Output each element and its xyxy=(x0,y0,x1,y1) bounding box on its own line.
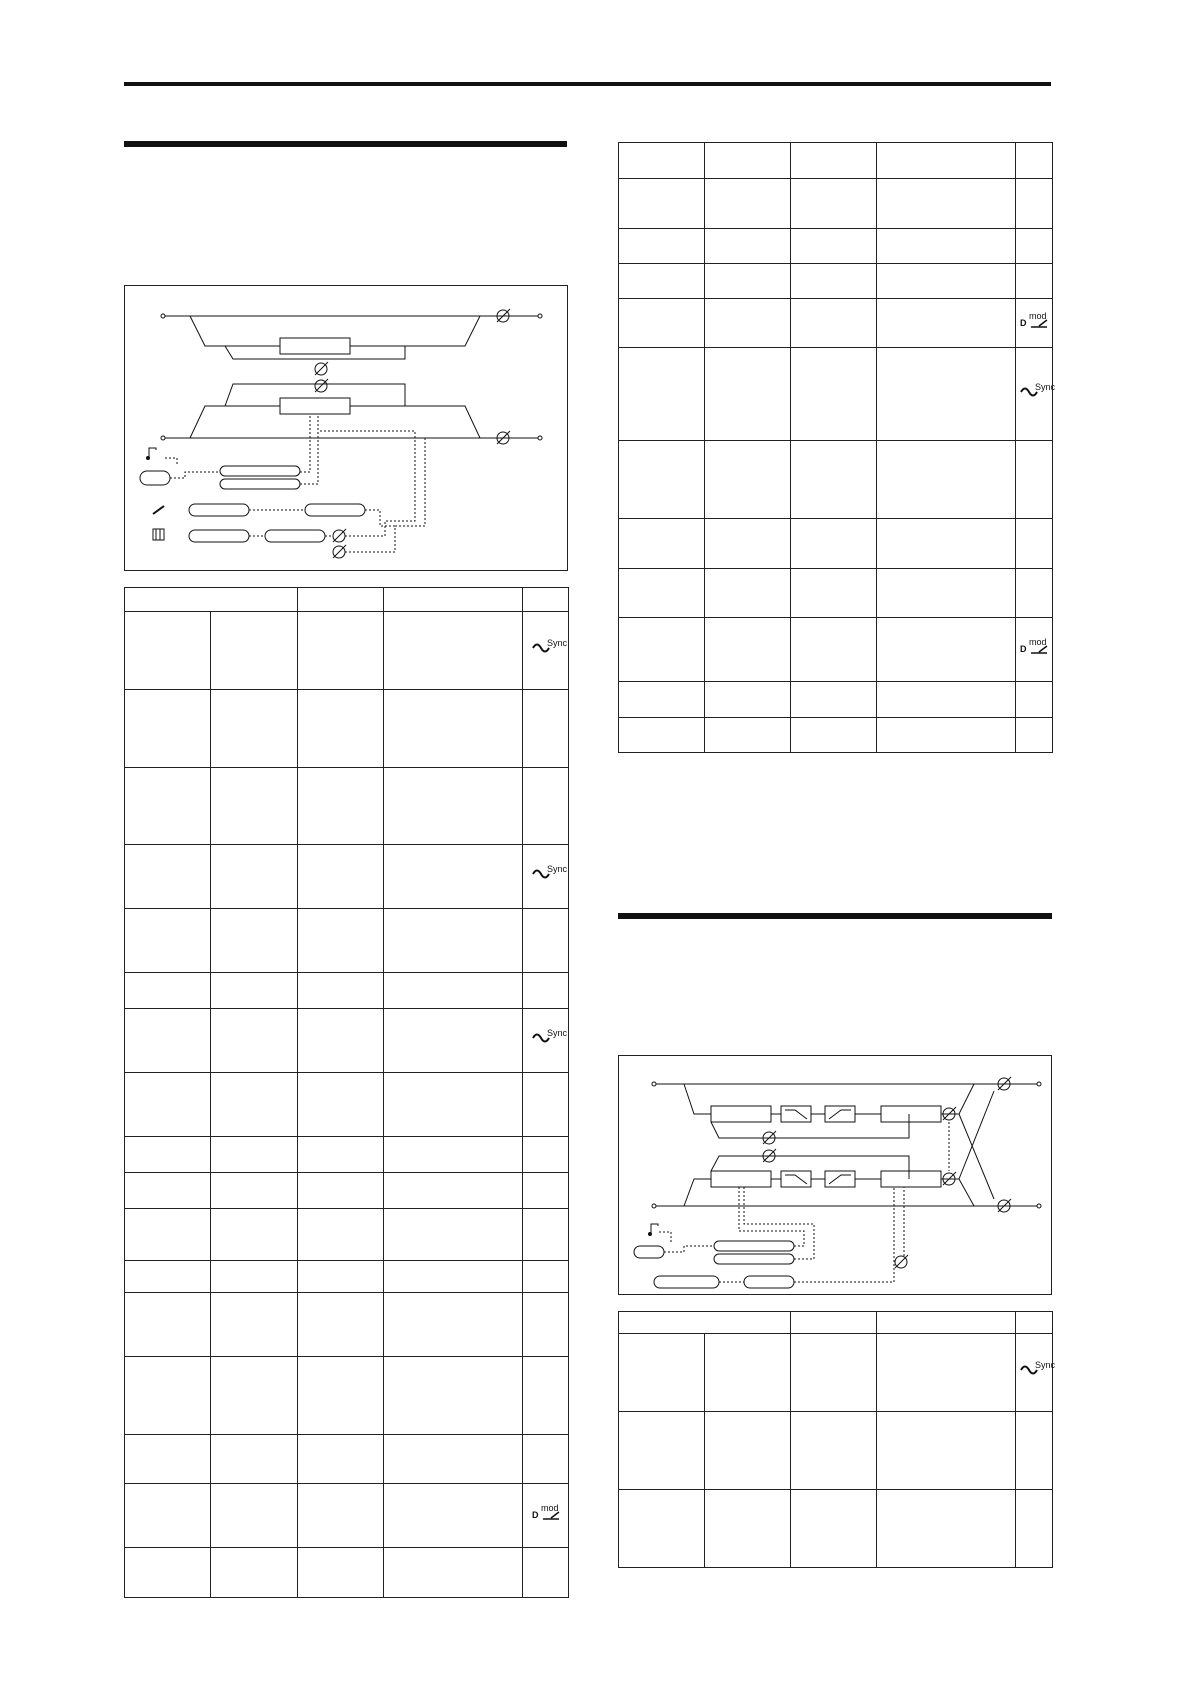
table-row xyxy=(619,519,1053,569)
table-row xyxy=(619,441,1053,519)
table-header-row xyxy=(619,143,1053,179)
table-row xyxy=(619,1490,1053,1568)
dmod-label: D xyxy=(1020,317,1027,328)
section-rule-right xyxy=(618,913,1052,919)
table-row xyxy=(125,612,569,690)
table-row xyxy=(125,1484,569,1548)
table-row xyxy=(619,1412,1053,1490)
table-row xyxy=(125,1548,569,1598)
table-row xyxy=(125,845,569,909)
sync-label: Sync xyxy=(1035,381,1056,392)
note-icon xyxy=(145,446,159,460)
block-diagram-left xyxy=(124,285,568,571)
table-row xyxy=(125,690,569,768)
sync-icon xyxy=(1019,1360,1056,1383)
table-row xyxy=(619,348,1053,441)
table-row xyxy=(125,1209,569,1261)
dmod-icon-glyph xyxy=(1019,638,1049,656)
table-row xyxy=(619,229,1053,264)
pedal-icon xyxy=(152,502,166,516)
table-row xyxy=(619,718,1053,753)
sync-icon xyxy=(531,638,567,661)
dmod-sup-label: mod xyxy=(1029,637,1047,647)
table-row xyxy=(125,909,569,973)
parameter-table-right-top xyxy=(618,142,1056,753)
sync-icon xyxy=(531,1028,567,1051)
dmod-icon-glyph xyxy=(1019,312,1049,330)
table-row xyxy=(619,299,1053,348)
table-row xyxy=(125,1357,569,1435)
dmod-icon xyxy=(1019,310,1049,334)
table-row xyxy=(125,1435,569,1484)
diagram-svg-left xyxy=(125,286,569,572)
dmod-sup-label: mod xyxy=(540,1503,559,1513)
dmod-icon xyxy=(1019,637,1049,660)
parameter-table-right-bottom xyxy=(618,1311,1056,1568)
table-row xyxy=(619,569,1053,618)
table-row xyxy=(125,1137,569,1173)
sync-icon-glyph xyxy=(1019,1360,1056,1379)
table-row xyxy=(619,1334,1053,1412)
section-rule-left xyxy=(124,141,567,147)
table-header-row xyxy=(125,588,569,612)
dmod-sup-label: mod xyxy=(1029,310,1047,321)
dmod-icon-glyph xyxy=(531,1504,561,1522)
table-row xyxy=(619,682,1053,718)
table-row xyxy=(619,179,1053,229)
table-header-row xyxy=(619,1312,1053,1334)
table-row xyxy=(619,264,1053,299)
table-row xyxy=(125,1009,569,1073)
dmod-label: D xyxy=(531,1510,538,1520)
sync-icon-glyph xyxy=(531,638,567,657)
sync-icon-glyph xyxy=(531,864,567,883)
table-row xyxy=(125,973,569,1009)
sync-label: Sync xyxy=(1035,1360,1056,1370)
keyboard-icon xyxy=(152,528,166,542)
table-row xyxy=(125,1073,569,1137)
block-diagram-right xyxy=(618,1055,1052,1295)
diagram-svg-right xyxy=(619,1056,1053,1296)
table-row xyxy=(125,1261,569,1293)
table-row xyxy=(125,768,569,845)
sync-label: Sync xyxy=(546,864,567,874)
sync-label: Sync xyxy=(546,638,567,648)
note-icon xyxy=(647,1222,661,1236)
header-rule xyxy=(124,82,1051,86)
table-row xyxy=(125,1293,569,1357)
sync-label: Sync xyxy=(546,1028,567,1038)
sync-icon xyxy=(531,864,567,887)
table-row xyxy=(619,618,1053,682)
sync-icon xyxy=(1019,381,1056,405)
table-row xyxy=(125,1173,569,1209)
parameter-table-left xyxy=(124,587,569,1598)
dmod-icon xyxy=(531,1503,561,1526)
sync-icon-glyph xyxy=(531,1028,567,1047)
dmod-label: D xyxy=(1020,644,1027,654)
sync-icon-glyph xyxy=(1019,381,1056,401)
